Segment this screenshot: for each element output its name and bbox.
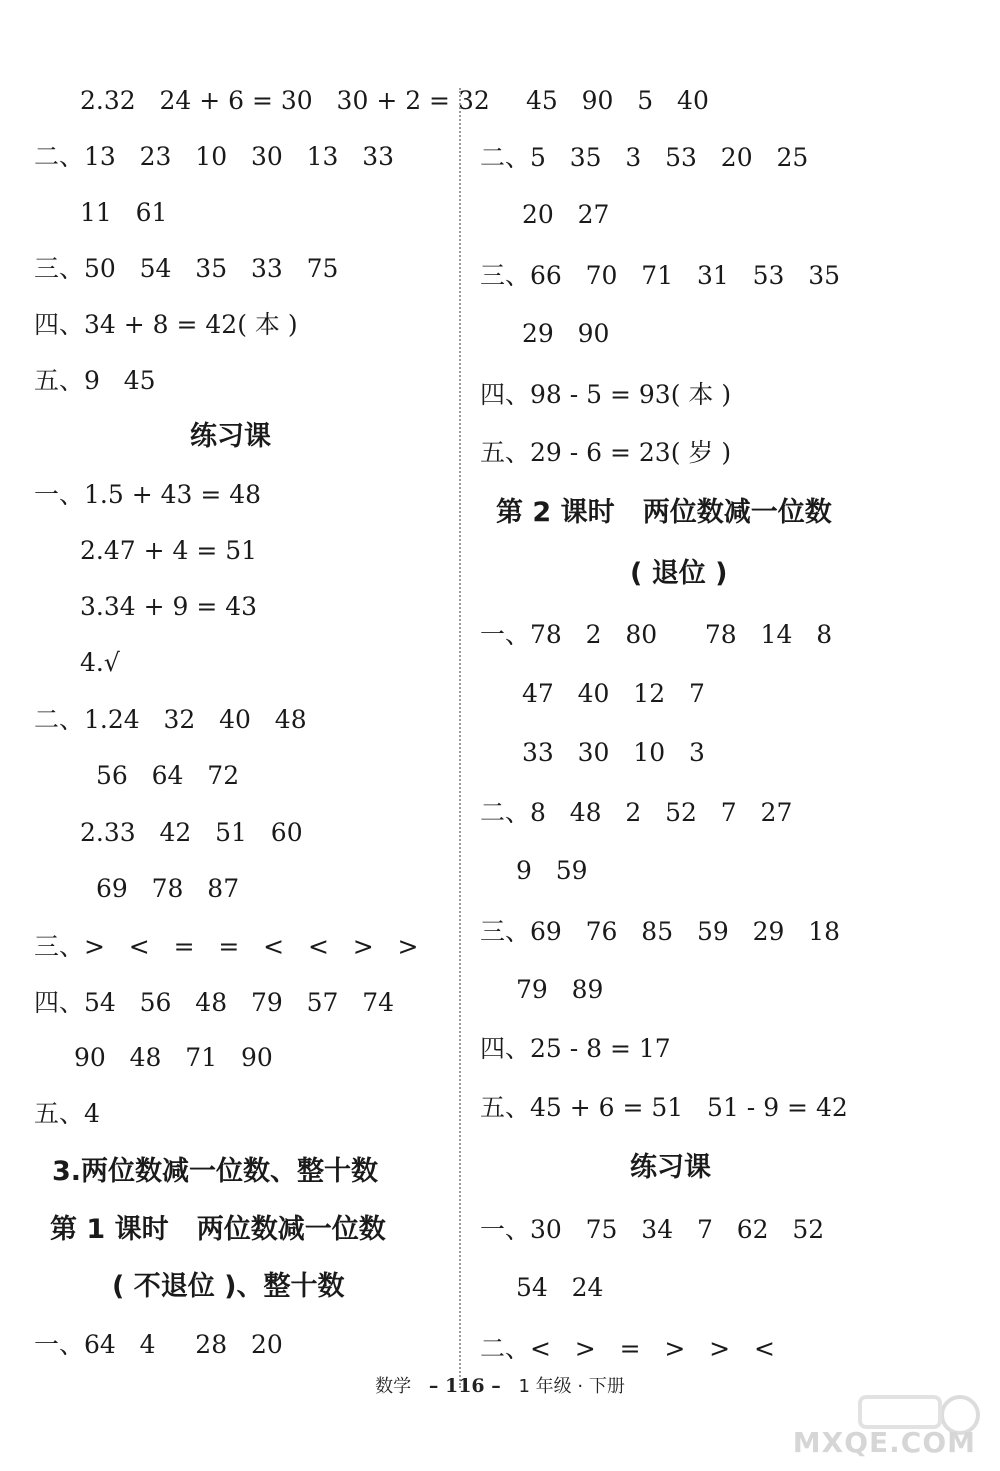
answer-line: 四、25 - 8 = 17 <box>480 1034 671 1063</box>
answer-line: 三、50 54 35 33 75 <box>34 254 339 283</box>
answer-line: 79 89 <box>516 975 604 1004</box>
answer-line: 四、34 + 8 = 42( 本 ) <box>34 310 298 339</box>
answer-line: 9 59 <box>516 856 588 885</box>
answer-line: 一、1.5 + 43 = 48 <box>34 480 262 509</box>
answer-line: 3.34 + 9 = 43 <box>80 592 258 621</box>
answer-line: 二、1.24 32 40 48 <box>34 705 307 734</box>
section-heading: 练习课 <box>630 1152 711 1183</box>
answer-line: 三、69 76 85 59 29 18 <box>480 917 841 946</box>
answer-line: 五、45 + 6 = 51 51 - 9 = 42 <box>480 1093 848 1122</box>
answer-line: 20 27 <box>522 200 610 229</box>
watermark-text: MXQE.COM <box>792 1426 976 1459</box>
answer-line: 45 90 5 40 <box>526 86 709 115</box>
answer-line: 二、8 48 2 52 7 27 <box>480 798 793 827</box>
answer-line: 47 40 12 7 <box>522 679 705 708</box>
answer-line: 11 61 <box>80 198 168 227</box>
answer-line: 90 48 71 90 <box>74 1043 273 1072</box>
section-heading: 3.两位数减一位数、整十数 <box>52 1156 379 1187</box>
answer-line: 五、9 45 <box>34 366 156 395</box>
section-heading: 第 2 课时 两位数减一位数 <box>496 497 832 528</box>
section-heading: 练习课 <box>190 421 271 452</box>
section-heading: 第 1 课时 两位数减一位数 <box>50 1214 386 1245</box>
answer-line: 33 30 10 3 <box>522 738 705 767</box>
answer-line: 4.√ <box>80 648 120 677</box>
answer-line: 一、78 2 80 78 14 8 <box>480 620 833 649</box>
footer-subject: 数学 <box>375 1376 412 1397</box>
page-number: – 116 – <box>428 1375 501 1397</box>
answer-line: 一、64 4 28 20 <box>34 1330 283 1359</box>
answer-line: 五、4 <box>34 1099 100 1128</box>
column-divider <box>459 88 461 1388</box>
answer-line: 四、54 56 48 79 57 74 <box>34 988 395 1017</box>
section-heading: ( 退位 ) <box>630 558 728 589</box>
answer-line: 56 64 72 <box>96 761 240 790</box>
answer-line: 2.33 42 51 60 <box>80 818 303 847</box>
section-heading: ( 不退位 )、整十数 <box>112 1271 345 1302</box>
answer-line: 二、13 23 10 30 13 33 <box>34 142 395 171</box>
answer-line: 69 78 87 <box>96 874 240 903</box>
answer-line: 二、< > = > > < <box>480 1334 775 1363</box>
footer-grade: 1 年级 · 下册 <box>518 1376 625 1397</box>
answer-line: 五、29 - 6 = 23( 岁 ) <box>480 438 732 467</box>
answer-line: 2.32 24 + 6 = 30 30 + 2 = 32 <box>80 86 490 115</box>
answer-line: 2.47 + 4 = 51 <box>80 536 258 565</box>
answer-line: 二、5 35 3 53 20 25 <box>480 143 809 172</box>
answer-line: 54 24 <box>516 1273 604 1302</box>
answer-line: 29 90 <box>522 319 610 348</box>
watermark-logo <box>792 1395 990 1465</box>
answer-line: 三、> < = = < < > > <box>34 932 419 961</box>
answer-line: 三、66 70 71 31 53 35 <box>480 261 841 290</box>
answer-line: 四、98 - 5 = 93( 本 ) <box>480 380 732 409</box>
answer-line: 一、30 75 34 7 62 52 <box>480 1215 825 1244</box>
